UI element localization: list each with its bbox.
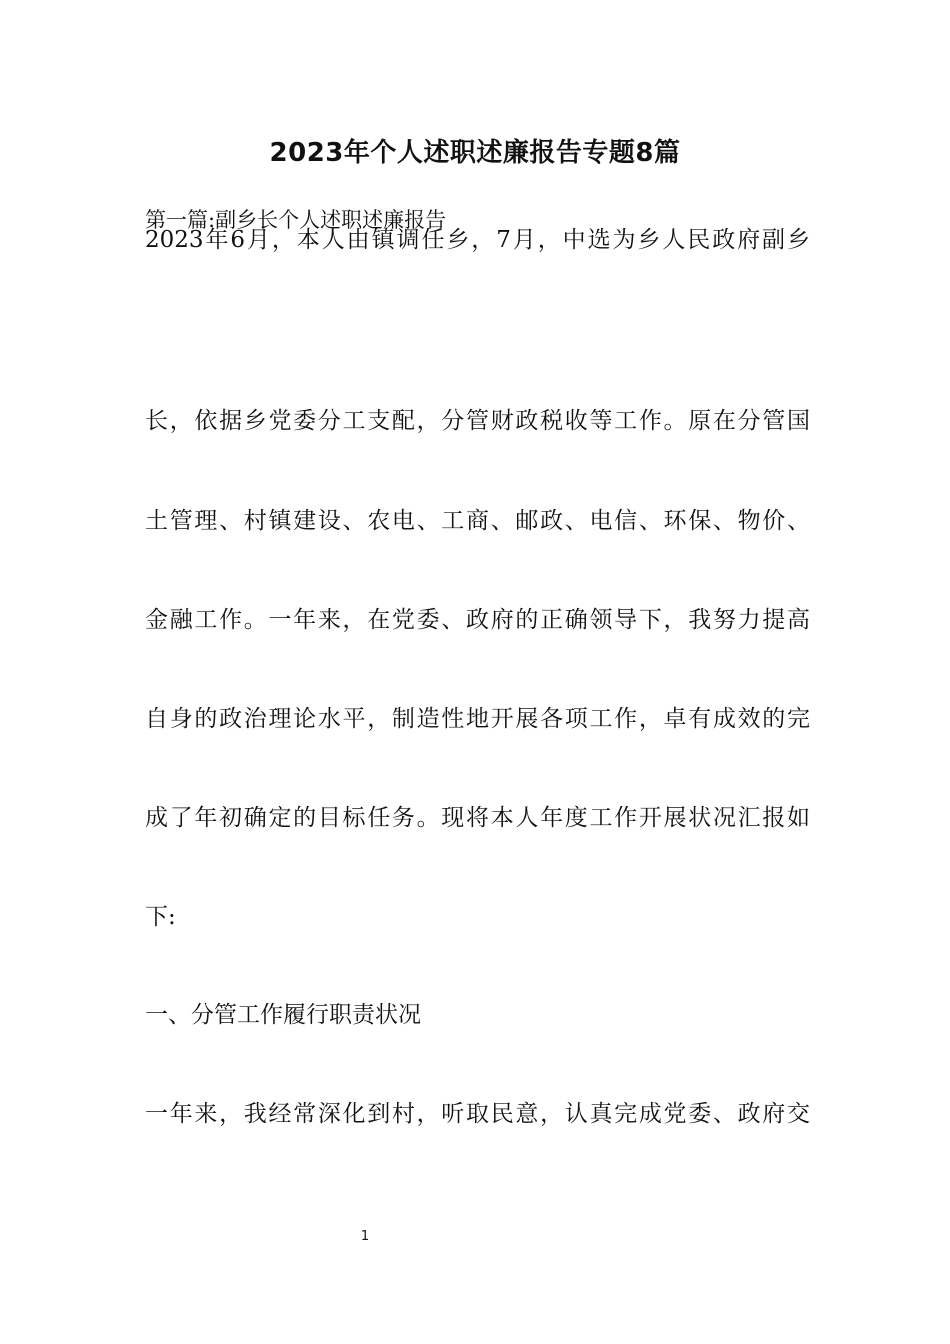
section-title: 第一篇:副乡长个人述职述廉报告 (145, 208, 447, 232)
paragraph-line: 长，依据乡党委分工支配，分管财政税收等工作。原在分管国 (145, 408, 810, 434)
paragraph-line: 土管理、村镇建设、农电、工商、邮政、电信、环保、物价、 (145, 508, 810, 534)
paragraph-line: 金融工作。一年来，在党委、政府的正确领导下，我努力提高 (145, 607, 810, 633)
paragraph-line: 2023年6月，本人由镇调任乡，7月，中选为乡人民政府副乡 (145, 227, 810, 253)
paragraph-line: 自身的政治理论水平，制造性地开展各项工作，卓有成效的完 (145, 706, 810, 732)
page-number: 1 (360, 1229, 370, 1244)
section-heading: 一、分管工作履行职责状况 (145, 1002, 421, 1028)
paragraph-line: 一年来，我经常深化到村，听取民意，认真完成党委、政府交 (145, 1101, 810, 1127)
document-title: 2023年个人述职述廉报告专题8篇 (269, 138, 681, 168)
paragraph-line: 成了年初确定的目标任务。现将本人年度工作开展状况汇报如 (145, 805, 810, 831)
paragraph-line: 下: (145, 904, 176, 930)
